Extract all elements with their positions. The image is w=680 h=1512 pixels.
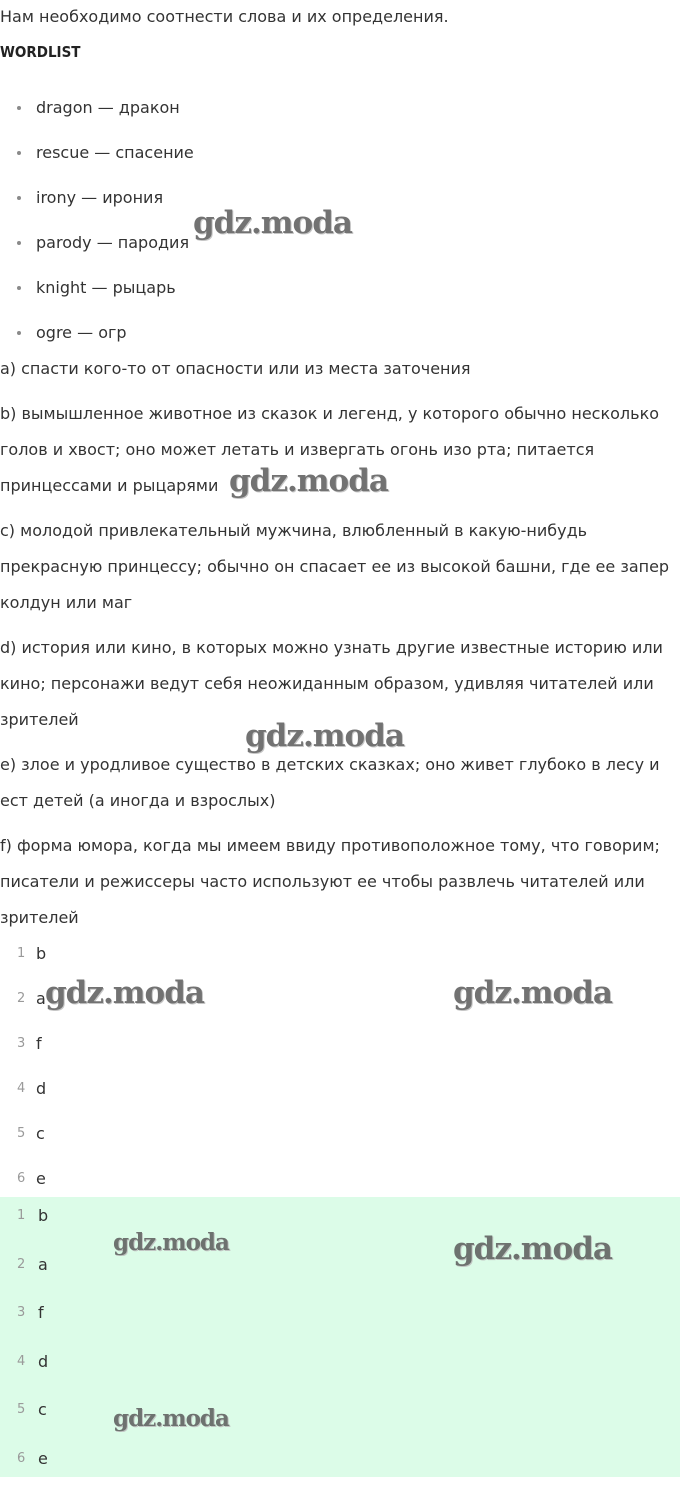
watermark: gdz.moda <box>229 463 388 499</box>
answer-row <box>0 1343 680 1392</box>
watermark: gdz.moda <box>113 1405 229 1432</box>
watermark: gdz.moda <box>113 1229 229 1256</box>
answer-row <box>0 981 680 1026</box>
watermark: gdz.moda <box>245 718 404 754</box>
answer-number: 6 <box>17 1450 26 1466</box>
definition-c <box>0 513 680 621</box>
definition-line: кино; персонажи ведут себя неожиданным образом, удивляя читателей или <box>0 674 654 693</box>
wordlist-item: dragon — дракон <box>0 89 194 134</box>
definition-d <box>0 630 680 738</box>
wordlist-heading: WORDLIST <box>0 43 81 61</box>
answer-number: 5 <box>17 1402 26 1417</box>
answer-value: e <box>36 1169 46 1188</box>
watermark: gdz.moda <box>193 205 352 241</box>
wordlist-item: ogre — огр <box>0 314 194 359</box>
definition-line: зрителей <box>0 710 79 729</box>
answer-number: 1 <box>17 1208 26 1223</box>
answer-number: 5 <box>17 1126 26 1141</box>
definition-line: a) спасти кого-то от опасности или из места заточения <box>0 359 471 378</box>
definition-b <box>0 396 680 504</box>
watermark: gdz.moda <box>453 975 612 1011</box>
answer-value: f <box>38 1303 44 1322</box>
definition-line: ест детей (а иногда и взрослых) <box>0 791 276 810</box>
definition-line: прекрасную принцессу; обычно он спасает ее из высокой башни, где ее запер <box>0 557 670 576</box>
definition-line: голов и хвост; оно может летать и извергать огонь изо рта; питается <box>0 440 595 459</box>
answer-value: c <box>36 1124 45 1143</box>
answer-row <box>0 1294 680 1343</box>
wordlist-item: parody — пародия <box>0 224 194 269</box>
definition-line: писатели и режиссеры часто используют ее чтобы развлечь читателей или <box>0 872 645 891</box>
definition-line: d) история или кино, в которых можно узнать другие известные историю или <box>0 638 663 657</box>
definition-line: e) злое и уродливое существо в детских сказках; оно живет глубоко в лесу и <box>0 755 660 774</box>
answer-row <box>0 1026 680 1071</box>
answer-number: 1 <box>17 946 26 961</box>
definition-e <box>0 747 680 819</box>
answer-row <box>0 1116 680 1161</box>
answer-value: b <box>36 944 47 963</box>
answer-row <box>0 1071 680 1116</box>
answer-number: 3 <box>17 1305 26 1320</box>
answer-value: e <box>38 1448 48 1468</box>
answer-row <box>0 936 680 981</box>
definition-line: принцессами и рыцарями <box>0 476 219 495</box>
definition-line: зрителей <box>0 908 79 927</box>
watermark: gdz.moda <box>453 1231 612 1267</box>
definition-line: f) форма юмора, когда мы имеем ввиду противоположное тому, что говорим; <box>0 836 660 855</box>
wordlist-item: irony — ирония <box>0 179 194 224</box>
answer-list <box>0 936 680 1206</box>
answer-number: 6 <box>17 1171 26 1186</box>
answer-value: d <box>38 1351 49 1371</box>
answer-number: 3 <box>17 1036 26 1051</box>
definition-line: c) молодой привлекательный мужчина, влюбленный в какую-нибудь <box>0 521 588 540</box>
answer-number: 2 <box>17 991 26 1006</box>
watermark: gdz.moda <box>45 975 204 1011</box>
answer-value: c <box>38 1400 47 1419</box>
answer-value: a <box>38 1254 48 1274</box>
answer-number: 4 <box>17 1353 26 1369</box>
answer-list-highlighted <box>0 1197 680 1477</box>
definition-f <box>0 828 680 936</box>
definition-line: колдун или маг <box>0 593 133 612</box>
answer-row <box>0 1246 680 1295</box>
definition-line: b) вымышленное животное из сказок и легенд, у которого обычно несколько <box>0 404 660 423</box>
intro-text: Нам необходимо соотнести слова и их определения. <box>0 7 449 26</box>
answer-row <box>0 1197 680 1246</box>
answer-value: f <box>36 1034 42 1053</box>
answer-value: b <box>38 1206 49 1225</box>
wordlist <box>0 89 194 359</box>
wordlist-item: knight — рыцарь <box>0 269 194 314</box>
answer-row <box>0 1440 680 1489</box>
answer-number: 2 <box>17 1256 26 1272</box>
answer-row <box>0 1391 680 1440</box>
answer-number: 4 <box>17 1081 26 1096</box>
wordlist-item: rescue — спасение <box>0 134 194 179</box>
definition-a <box>0 351 680 387</box>
answer-value: a <box>36 989 46 1008</box>
answer-value: d <box>36 1079 47 1098</box>
